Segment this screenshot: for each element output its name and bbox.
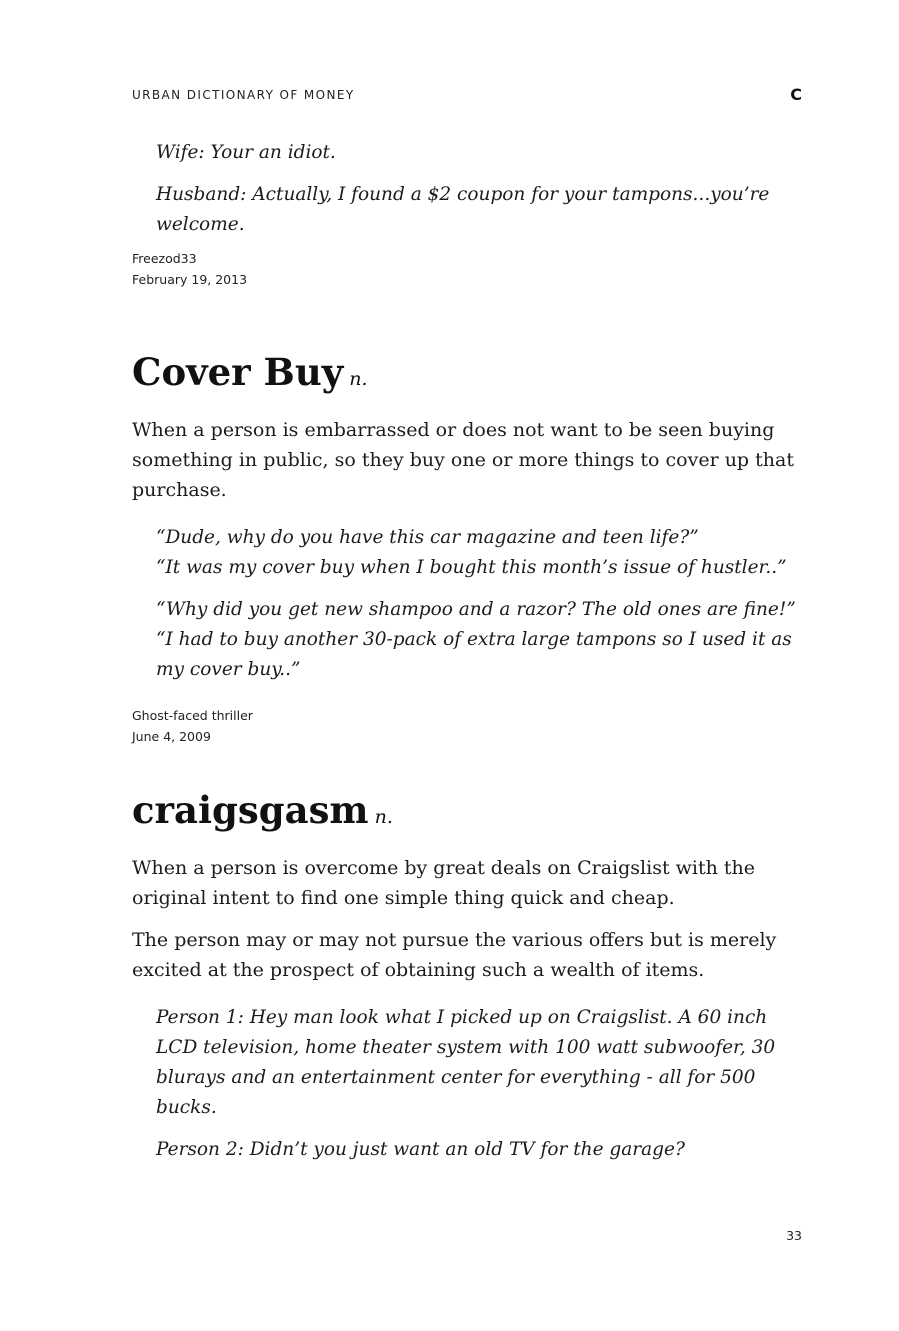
entry-date: June 4, 2009 [132,729,211,744]
example-block [156,1003,802,1165]
entry-date: February 19, 2013 [132,272,248,287]
entry-author: Freezod33 [132,251,197,266]
example-line: Person 1: Hey man look what I picked up on Craigslist. A 60 inch LCD television, home theater system with 100 watt subwoofer, 30 blurays and an entertainment center for everything - all for 500 bucks. [156,1007,776,1118]
entry-definition: When a person is embarrassed or does not want to be seen buying something in public, so they buy one or more things to cover up that purchase. [132,419,794,501]
example-line: Wife: Your an idiot. [156,142,336,163]
example-line: Husband: Actually, I found a $2 coupon for your tampons...you’re welcome. [156,184,770,235]
entry-term: craigsgasm [132,788,369,832]
entry-part-of-speech: n. [374,806,393,828]
running-head-title: URBAN DICTIONARY OF MONEY [132,88,355,102]
entry-definition: The person may or may not pursue the various offers but is merely excited at the prospect of obtaining such a wealth of items. [132,929,777,981]
entry-headword [132,788,802,839]
running-head-letter: C [790,85,802,104]
entry-attribution [132,248,802,290]
entry-term: Cover Buy [132,350,344,394]
example-line: “Dude, why do you have this car magazine and teen life?” [156,527,699,548]
entry-craigsgasm [132,788,802,1165]
example-line: “I had to buy another 30-pack of extra large tampons so I used it as my cover buy..” [156,629,792,680]
example-block [156,138,802,240]
entry-part-of-speech: n. [349,368,368,390]
entry-definition: When a person is overcome by great deals on Craigslist with the original intent to find one simple thing quick and cheap. [132,857,755,909]
book-page [132,0,802,1331]
example-line: “It was my cover buy when I bought this month’s issue of hustler..” [156,557,787,578]
example-line: “Why did you get new shampoo and a razor? The old ones are fine!” [156,599,796,620]
example-line: Person 2: Didn’t you just want an old TV for the garage? [156,1139,685,1160]
entry-headword [132,350,802,401]
entry-cover-buy [132,350,802,747]
continued-entry [132,138,802,290]
page-number: 33 [786,1228,802,1243]
entry-author: Ghost-faced thriller [132,708,253,723]
example-block [156,523,802,685]
running-head [132,85,802,108]
entry-attribution [132,705,802,747]
